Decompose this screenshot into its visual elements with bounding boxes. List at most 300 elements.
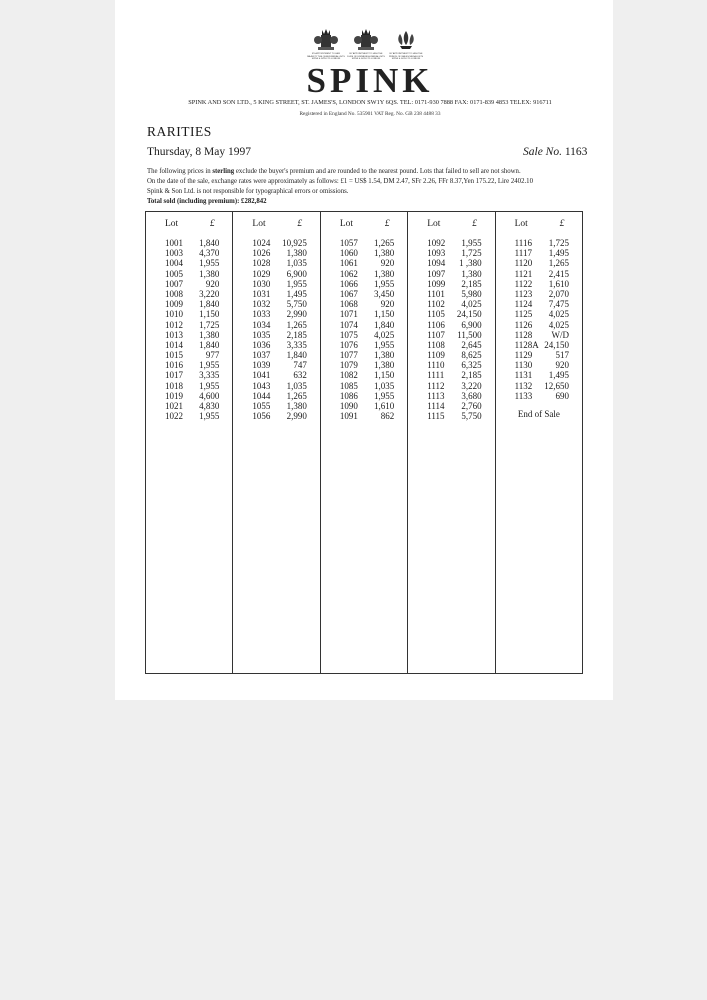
company-address: SPINK AND SON LTD., 5 KING STREET, ST. JAMES'S, LONDON SW1Y 6QS. TEL: 0171-930 7888 FAX: 0171-839 4853 TELEX: 916711 [188,99,552,106]
lot-number: 1106 [427,319,445,330]
lot-price: 1,035 [373,380,395,391]
table-row [146,401,232,411]
lot-price: 1,265 [286,319,307,330]
warrant-caption: BY APPOINTMENT TO HRH THE PRINCE OF WALES MEDALLISTS SPINK & SON LTD LONDON [388,53,424,60]
royal-warrants [307,29,424,60]
table-row [408,269,494,279]
lot-number: 1036 [252,339,271,350]
lot-price: 920 [380,299,395,310]
table-row [233,391,319,401]
table-row [321,381,407,391]
column-header [233,219,319,231]
lot-number: 1056 [252,411,271,422]
lot-number: 1022 [165,411,183,422]
table-row [321,370,407,380]
lot-price: 1,150 [373,309,395,320]
lot-number: 1126 [514,319,533,330]
lot-number: 1062 [339,268,358,279]
lot-price: 12,650 [544,380,570,391]
lot-price: 5,980 [461,288,482,299]
results-column [496,212,582,673]
column-header [408,219,494,231]
lot-price: 1,035 [286,380,307,391]
registration-details: Registered in England No. 535901 VAT Reg. No. GB 238 4488 33 [299,111,441,117]
table-row [321,279,407,289]
lot-price: 920 [380,258,395,269]
lot-number: 1032 [252,299,271,310]
lot-number: 1105 [427,309,445,320]
notes-text: The following prices in [147,168,213,175]
lot-number: 1101 [427,288,445,299]
sale-number [523,146,587,158]
lot-number: 1117 [514,248,532,259]
table-row [146,238,232,248]
table-row [496,330,582,340]
lot-number: 1008 [165,288,183,299]
lot-price: 3,680 [461,390,482,401]
lot-number: 1112 [427,380,445,391]
lot-price: 1,840 [286,350,307,361]
lot-number: 1092 [427,238,446,248]
end-of-sale: End of Sale [517,409,560,419]
table-row [408,279,494,289]
lot-number: 1123 [514,288,533,299]
lot-price: 1 ,380 [459,258,482,269]
table-row [233,238,319,248]
lot-number: 1024 [252,238,271,248]
table-row [496,350,582,360]
warrant-caption: BY APPOINTMENT TO HER MAJESTY THE QUEEN MEDALLISTS SPINK & SON LTD LONDON [307,53,345,60]
lot-price: 3,335 [199,370,220,381]
lot-price: 6,900 [461,319,482,330]
lot-price: 2,185 [461,278,482,289]
table-row [408,238,494,248]
lot-number: 1076 [339,339,358,350]
currency-header: £ [210,219,215,229]
lot-number: 1097 [427,268,446,279]
table-row [496,299,582,309]
lot-price: 1,495 [286,288,307,299]
lot-number: 1132 [514,380,533,391]
lot-price: 690 [555,390,570,401]
table-row [233,258,319,268]
lot-price: 2,415 [548,268,570,279]
column-header [496,219,582,231]
total-sold [147,197,587,207]
table-row [496,381,582,391]
results-column [233,212,320,673]
lot-price: 4,830 [199,401,220,411]
table-row [321,401,407,411]
lot-number: 1093 [427,248,446,259]
table-row [496,391,582,401]
lot-price: 4,370 [199,248,220,259]
lot-number: 1035 [252,329,271,340]
lot-price: 1,955 [373,339,395,350]
lot-number: 1067 [339,288,358,299]
table-row [496,320,582,330]
table-row [408,360,494,370]
lot-price: 1,380 [199,329,220,340]
currency-header: £ [297,219,303,229]
sale-number-value: 1163 [564,146,588,158]
table-row [496,248,582,258]
table-row [146,370,232,380]
lot-number: 1009 [165,299,183,310]
lot-price: 1,955 [373,390,395,401]
total-sold-value: £282,842 [241,198,267,205]
lot-number: 1003 [165,248,183,259]
lot-price: 1,840 [199,299,220,310]
lot-price: 1,955 [373,278,395,289]
lot-price: 4,025 [373,329,395,340]
lot-number: 1116 [514,238,532,248]
lot-number: 1005 [165,268,183,279]
table-row [408,258,494,268]
lot-number: 1094 [427,258,446,269]
table-row [496,340,582,350]
table-row [146,360,232,370]
lot-number: 1026 [252,248,271,259]
brand-logo: SPINK [306,61,434,100]
table-row [496,289,582,299]
table-row [408,350,494,360]
table-row [146,340,232,350]
table-row [146,269,232,279]
lot-price: 1,955 [286,278,307,289]
lot-price: 5,750 [461,411,482,422]
lot-price: 1,380 [286,401,307,411]
lot-number: 1091 [339,411,358,422]
lot-price: 517 [555,350,570,361]
table-row [496,279,582,289]
table-row [146,248,232,258]
table-row [496,370,582,380]
table-row [496,269,582,279]
lot-number: 1122 [514,278,533,289]
lot-price: 1,150 [199,309,220,320]
lot-price: 1,265 [373,238,395,248]
lot-price: 1,150 [373,370,395,381]
lot-number: 1102 [427,299,445,310]
table-row [496,238,582,248]
table-row [233,320,319,330]
lot-number: 1133 [514,390,533,401]
table-row [408,381,494,391]
lot-number: 1128 [514,329,533,340]
lot-price: 3,220 [199,288,220,299]
lot-number: 1057 [339,238,358,248]
lot-number: 1028 [252,258,271,269]
lot-price: 1,725 [548,238,570,248]
lot-number: 1085 [339,380,358,391]
table-row [233,340,319,350]
table-row [233,370,319,380]
lot-number: 1061 [339,258,358,269]
lot-number: 1079 [339,360,358,371]
lot-number: 1004 [165,258,183,269]
table-row [321,340,407,350]
lot-price: 1,610 [373,401,395,411]
lot-price: 2,185 [286,329,307,340]
lot-number: 1082 [339,370,358,381]
lot-number: 1125 [514,309,533,320]
table-row [408,340,494,350]
lot-price: 3,335 [286,339,307,350]
lot-number: 1015 [165,350,183,361]
royal-crest-icon [347,29,385,60]
lot-number: 1017 [165,370,183,381]
lot-number: 1066 [339,278,358,289]
lot-number: 1029 [252,268,271,279]
lot-price: 6,900 [286,268,307,279]
lot-price: 1,380 [373,350,395,361]
lot-number: 1114 [427,401,445,411]
lot-price: 1,955 [199,258,220,269]
lot-price: 1,725 [461,248,482,259]
lot-price: 8,625 [461,350,482,361]
lot-number: 1130 [514,360,533,371]
table-row [233,360,319,370]
currency-header: £ [384,219,390,229]
lot-number: 1074 [339,319,358,330]
lot-number: 1041 [252,370,271,381]
table-row [321,360,407,370]
table-row [146,309,232,319]
table-row [233,350,319,360]
table-row [146,330,232,340]
currency-header: £ [472,219,477,229]
lot-header: Lot [339,219,354,229]
lot-number: 1090 [339,401,358,411]
table-row [146,320,232,330]
lot-number: 1128A [514,339,539,350]
lot-price: 1,955 [199,360,220,371]
currency-header: £ [559,219,565,229]
lot-price: 4,025 [548,319,570,330]
lot-header: Lot [165,219,179,229]
table-row [146,258,232,268]
lot-number: 1108 [427,339,445,350]
results-column [408,212,495,673]
lot-number: 1075 [339,329,358,340]
lot-number: 1016 [165,360,183,371]
table-row [321,258,407,268]
table-row [408,401,494,411]
lot-number: 1034 [252,319,271,330]
table-row [408,411,494,421]
lot-price: 24,150 [456,309,482,320]
table-row [408,248,494,258]
lot-price: 632 [293,370,307,381]
royal-crest-icon [307,29,345,60]
table-row [146,391,232,401]
lot-number: 1111 [427,370,445,381]
lot-number: 1021 [165,401,183,411]
table-row [321,299,407,309]
lot-price: 1,380 [461,268,482,279]
lot-price: 4,025 [461,299,482,310]
table-row [408,330,494,340]
lot-number: 1033 [252,309,271,320]
lot-number: 1019 [165,390,183,401]
sale-number-label: Sale No. [523,146,562,158]
table-row [233,299,319,309]
table-row [321,330,407,340]
table-row [146,299,232,309]
lot-price: 5,750 [286,299,307,310]
lot-price: 1,955 [461,238,482,248]
table-row [146,381,232,391]
lot-price: 1,380 [286,248,307,259]
table-row [146,279,232,289]
table-row [321,320,407,330]
lot-price: 1,265 [548,258,570,269]
section-title: RARITIES [147,124,212,139]
lot-price: 1,955 [199,380,220,391]
table-row [233,248,319,258]
table-row [233,269,319,279]
results-table [145,211,583,674]
lot-number: 1043 [252,380,271,391]
lot-number: 1071 [339,309,358,320]
lot-number: 1124 [514,299,533,310]
lot-number: 1068 [339,299,358,310]
lot-number: 1099 [427,278,446,289]
table-row [146,350,232,360]
lot-price: 3,220 [461,380,482,391]
lot-number: 1060 [339,248,358,259]
lot-price: 2,990 [286,309,307,320]
lot-price: 1,380 [373,248,395,259]
results-column [321,212,408,673]
table-row [321,411,407,421]
lot-price: 1,265 [286,390,307,401]
lot-price: 4,025 [548,309,570,320]
lot-price: 1,035 [286,258,307,269]
lot-price: 1,380 [199,268,220,279]
lot-price: 1,725 [199,319,220,330]
table-row [321,391,407,401]
lot-header: Lot [427,219,441,229]
lot-number: 1010 [165,309,183,320]
table-row [496,309,582,319]
lot-price: 24,150 [544,339,570,350]
lot-price: 862 [380,411,395,422]
lot-number: 1044 [252,390,271,401]
lot-price: 10,925 [282,238,307,248]
lot-price: 2,070 [548,288,570,299]
lot-number: 1014 [165,339,183,350]
table-row [233,289,319,299]
table-row [233,309,319,319]
notes-line-disclaimer: Spink & Son Ltd. is not responsible for typographical errors or omissions. [147,188,349,195]
table-row [408,309,494,319]
lot-price: 3,450 [373,288,395,299]
lot-price: 1,955 [199,411,220,422]
table-row [146,411,232,421]
lot-number: 1037 [252,350,271,361]
table-row [496,258,582,268]
column-header [146,219,232,231]
lot-price: 1,840 [199,339,220,350]
lot-number: 1113 [427,390,445,401]
prince-of-wales-feathers-icon [388,29,424,60]
lot-number: 1018 [165,380,183,391]
lot-number: 1012 [165,319,183,330]
lot-price: 4,600 [199,390,220,401]
column-header [321,219,407,231]
lot-price: 977 [205,350,220,361]
lot-number: 1013 [165,329,183,340]
table-row [408,299,494,309]
notes-emphasis: sterling [212,168,235,175]
notes-line-exchange: On the date of the sale, exchange rates were approximately as follows: £1 = US$ 1.54, DM 2.47, SFr 2.26, FFr 8.37,Yen 175.22, Lire 2402.10 [147,178,533,185]
table-row [233,411,319,421]
notes-line-prices [147,167,587,177]
table-row [233,401,319,411]
table-row [233,330,319,340]
lot-number: 1086 [339,390,358,401]
results-column [146,212,233,673]
lot-number: 1055 [252,401,271,411]
lot-price: 2,185 [461,370,482,381]
lot-price: 1,840 [199,238,220,248]
table-row [408,320,494,330]
lot-price: 6,325 [461,360,482,371]
lot-price: 747 [293,360,307,371]
table-row [408,289,494,299]
lot-price: 1,495 [548,370,570,381]
table-row [321,238,407,248]
table-row [146,289,232,299]
warrant-caption: BY APPOINTMENT TO HRH THE DUKE OF EDINBURGH MEDALLISTS SPINK & SON LTD LONDON [347,53,385,60]
lot-price: 11,500 [457,329,482,340]
table-row [408,370,494,380]
lot-price: 1,840 [373,319,395,330]
lot-header: Lot [514,219,528,229]
table-row [321,309,407,319]
lot-number: 1109 [427,350,445,361]
lot-number: 1030 [252,278,271,289]
total-sold-label: Total sold (including premium): [147,198,242,205]
lot-number: 1031 [252,288,271,299]
lot-number: 1120 [514,258,533,269]
lot-number: 1129 [514,350,533,361]
table-row [321,248,407,258]
lot-price: 1,380 [373,268,395,279]
lot-price: W/D [551,329,570,340]
lot-number: 1077 [339,350,358,361]
lot-price: 1,495 [548,248,570,259]
table-row [321,350,407,360]
lot-price: 2,760 [461,401,482,411]
lot-price: 7,475 [548,299,570,310]
lot-number: 1121 [514,268,533,279]
lot-price: 1,380 [373,360,395,371]
lot-price: 920 [555,360,570,371]
sale-notes [147,167,587,207]
lot-price: 2,990 [286,411,307,422]
table-row [321,269,407,279]
lot-number: 1107 [427,329,445,340]
table-row [233,381,319,391]
lot-number: 1131 [514,370,533,381]
lot-price: 920 [205,278,220,289]
table-row [321,289,407,299]
table-row [233,279,319,289]
table-row [496,360,582,370]
